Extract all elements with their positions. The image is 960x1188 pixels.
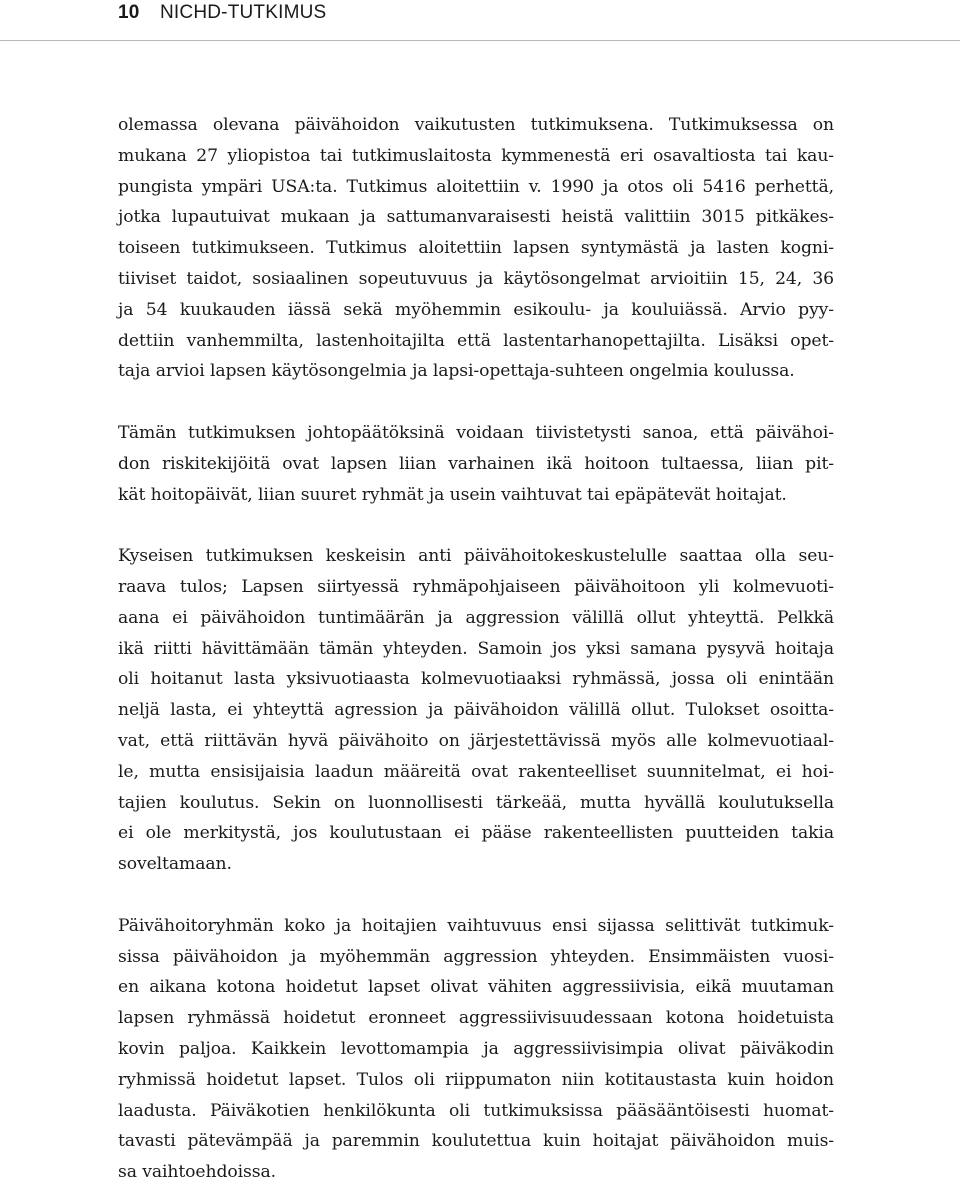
- text-line: kät hoitopäivät, liian suuret ryhmät ja usein vaihtuvat tai epäpätevät hoitajat.: [118, 484, 787, 505]
- text-line: tavasti pätevämpää ja paremmin koulutettua kuin hoitajat päivähoidon muis-: [118, 1131, 834, 1152]
- text-line: ryhmissä hoidetut lapset. Tulos oli riippumaton niin kotitaustasta kuin hoidon: [118, 1069, 834, 1090]
- text-line: tiiviset taidot, sosiaalinen sopeutuvuus ja käytösongelmat arvioitiin 15, 24, 36: [118, 268, 834, 289]
- text-line: soveltamaan.: [118, 854, 232, 875]
- text-line: mukana 27 yliopistoa tai tutkimuslaitosta kymmenestä eri osavaltiosta tai kau-: [118, 145, 834, 166]
- paragraph-4: [118, 911, 834, 1188]
- text-line: ikä riitti hävittämään tämän yhteyden. Samoin jos yksi samana pysyvä hoitaja: [118, 638, 834, 659]
- text-line: le, mutta ensisijaisia laadun määreitä ovat rakenteelliset suunnitelmat, ei hoi-: [118, 761, 834, 782]
- text-line: raava tulos; Lapsen siirtyessä ryhmäpohjaiseen päivähoitoon yli kolmevuoti-: [118, 576, 834, 597]
- paragraph-3: [118, 541, 834, 880]
- text-line: jotka lupautuivat mukaan ja sattumanvaraisesti heistä valittiin 3015 pitkäkes-: [118, 207, 834, 228]
- paragraph-1: [118, 110, 834, 387]
- text-line: olemassa olevana päivähoidon vaikutusten tutkimuksena. Tutkimuksessa on: [118, 115, 834, 135]
- text-line: sa vaihtoehdoissa.: [118, 1162, 276, 1183]
- text-line: Päivähoitoryhmän koko ja hoitajien vaihtuvuus ensi sijassa selittivät tutkimuk-: [118, 915, 834, 936]
- body-text: [118, 110, 834, 1188]
- text-line: Kyseisen tutkimuksen keskeisin anti päivähoitokeskustelulle saattaa olla seu-: [118, 546, 834, 567]
- text-line: sissa päivähoidon ja myöhemmän aggression yhteyden. Ensimmäisten vuosi-: [118, 946, 834, 967]
- text-line: ja 54 kuukauden iässä sekä myöhemmin esikoulu- ja kouluiässä. Arvio pyy-: [118, 299, 834, 320]
- text-line: ei ole merkitystä, jos koulutustaan ei pääse rakenteellisten puutteiden takia: [118, 823, 834, 844]
- text-line: pungista ympäri USA:ta. Tutkimus aloitettiin v. 1990 ja otos oli 5416 perhettä,: [118, 176, 834, 197]
- page-number: 10: [118, 2, 140, 23]
- text-line: lapsen ryhmässä hoidetut eronneet aggressiivisuudessaan kotona hoidetuista: [118, 1008, 834, 1029]
- text-line: Tämän tutkimuksen johtopäätöksinä voidaan tiivistetysti sanoa, että päivähoi-: [118, 422, 834, 443]
- text-line: en aikana kotona hoidetut lapset olivat vähiten aggressiivisia, eikä muutaman: [118, 977, 834, 998]
- text-line: don riskitekijöitä ovat lapsen liian varhainen ikä hoitoon tultaessa, liian pit-: [118, 453, 834, 474]
- section-title: NICHD-TUTKIMUS: [160, 2, 327, 23]
- running-header: [0, 0, 960, 41]
- paragraph-2: [118, 418, 834, 510]
- text-line: vat, että riittävän hyvä päivähoito on järjestettävissä myös alle kolmevuotiaal-: [118, 730, 834, 751]
- text-line: taja arvioi lapsen käytösongelmia ja lapsi-opettaja-suhteen ongelmia koulussa.: [118, 361, 795, 382]
- text-line: tajien koulutus. Sekin on luonnollisesti tärkeää, mutta hyvällä koulutuksella: [118, 792, 834, 813]
- text-line: oli hoitanut lasta yksivuotiaasta kolmevuotiaaksi ryhmässä, jossa oli enintään: [118, 669, 834, 690]
- text-line: dettiin vanhemmilta, lastenhoitajilta että lastentarhanopettajilta. Lisäksi opet-: [118, 330, 834, 351]
- text-line: neljä lasta, ei yhteyttä agression ja päivähoidon välillä ollut. Tulokset osoitta-: [118, 700, 834, 721]
- text-line: laadusta. Päiväkotien henkilökunta oli tutkimuksissa pääsääntöisesti huomat-: [118, 1100, 834, 1121]
- text-line: aana ei päivähoidon tuntimäärän ja aggression välillä ollut yhteyttä. Pelkkä: [118, 607, 834, 628]
- text-line: toiseen tutkimukseen. Tutkimus aloitettiin lapsen syntymästä ja lasten kogni-: [118, 238, 834, 259]
- text-line: kovin paljoa. Kaikkein levottomampia ja aggressiivisimpia olivat päiväkodin: [118, 1038, 834, 1059]
